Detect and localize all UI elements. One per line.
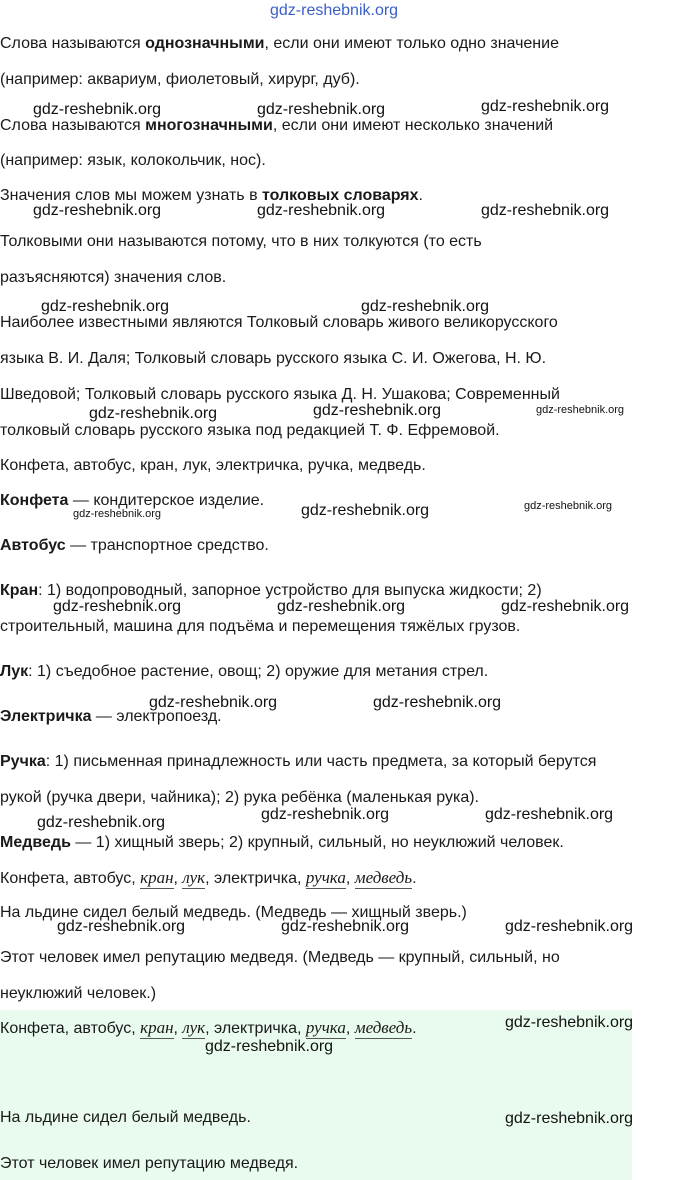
handwritten-ruchka: ручка <box>305 868 346 887</box>
polysemous-examples: (например: язык, колокольчик, нос). <box>0 152 266 169</box>
watermark: gdz-reshebnik.org <box>73 508 162 520</box>
sentence-medved-1: На льдине сидел белый медведь. (Медведь — хищный зверь.) <box>0 904 467 921</box>
watermark: gdz-reshebnik.org <box>301 502 430 519</box>
watermark: gdz-reshebnik.org <box>89 405 218 422</box>
watermark: gdz-reshebnik.org <box>361 298 490 315</box>
watermark: gdz-reshebnik.org <box>277 598 406 615</box>
watermark: gdz-reshebnik.org <box>257 101 386 118</box>
watermark: gdz-reshebnik.org <box>53 598 182 615</box>
handwritten-medved: медведь <box>354 1018 413 1037</box>
watermark: gdz-reshebnik.org <box>37 814 166 831</box>
watermark: gdz-reshebnik.org <box>33 101 162 118</box>
watermark: gdz-reshebnik.org <box>257 202 386 219</box>
answer-sentence-1: На льдине сидел белый медведь. <box>0 1109 251 1126</box>
watermark: gdz-reshebnik.org <box>505 1014 634 1031</box>
word-list: Конфета, автобус, кран, лук, электричка, ручка, медведь. <box>0 457 426 474</box>
handwritten-kran: кран <box>140 868 174 887</box>
watermark: gdz-reshebnik.org <box>501 598 630 615</box>
watermark: gdz-reshebnik.org <box>33 202 162 219</box>
handwritten-kran: кран <box>140 1018 174 1037</box>
watermark: gdz-reshebnik.org <box>57 918 186 935</box>
watermark: gdz-reshebnik.org <box>481 202 610 219</box>
answer-sentence-2: Этот человек имел репутацию медведя. <box>0 1155 299 1172</box>
def-ruchka-line-1: Ручка: 1) письменная принадлежность или часть предмета, за который берутся <box>0 753 597 770</box>
handwritten-medved: медведь <box>354 868 413 887</box>
dictionaries-line-3: Шведовой; Толковый словарь русского языка Д. Н. Ушакова; Современный <box>0 386 560 403</box>
def-kran-line-1: Кран: 1) водопроводный, запорное устройство для выпуска жидкости; 2) <box>0 582 542 599</box>
watermark: gdz-reshebnik.org <box>261 806 390 823</box>
watermark: gdz-reshebnik.org <box>536 404 625 416</box>
handwritten-luk: лук <box>182 1018 206 1037</box>
watermark: gdz-reshebnik.org <box>313 402 442 419</box>
watermark: gdz-reshebnik.org <box>481 98 610 115</box>
watermark: gdz-reshebnik.org <box>41 298 170 315</box>
def-avtobus: Автобус — транспортное средство. <box>0 537 269 554</box>
watermark: gdz-reshebnik.org <box>505 1110 634 1127</box>
marked-word-list: Конфета, автобус, кран, лук, электричка, ручка, медведь. <box>0 868 417 887</box>
watermark: gdz-reshebnik.org <box>281 918 410 935</box>
def-kran-line-2: строительный, машина для подъёма и перемещения тяжёлых грузов. <box>0 618 521 635</box>
dictionaries-line-4: толковый словарь русского языка под редакцией Т. Ф. Ефремовой. <box>0 422 500 439</box>
handwritten-luk: лук <box>182 868 206 887</box>
watermark: gdz-reshebnik.org <box>149 694 278 711</box>
handwritten-ruchka: ручка <box>305 1018 346 1037</box>
watermark: gdz-reshebnik.org <box>205 1038 334 1055</box>
top-watermark: gdz-reshebnik.org <box>270 2 399 19</box>
def-ruchka-line-2: рукой (ручка двери, чайника); 2) рука ребёнка (маленькая рука). <box>0 789 479 806</box>
dictionaries-intro: Значения слов мы можем узнать в толковых словарях. <box>0 187 423 204</box>
dictionaries-line-2: языка В. И. Даля; Толковый словарь русского языка С. И. Ожегова, Н. Ю. <box>0 350 547 367</box>
def-konfeta: Конфета — кондитерское изделие. <box>0 492 265 509</box>
def-luk: Лук: 1) съедобное растение, овощ; 2) оружие для метания стрел. <box>0 663 489 680</box>
definition-monosemous: Слова называются однозначными, если они имеют только одно значение <box>0 35 559 52</box>
definition-polysemous: Слова называются многозначными, если они имеют несколько значений <box>0 117 554 134</box>
watermark: gdz-reshebnik.org <box>524 500 613 512</box>
watermark: gdz-reshebnik.org <box>373 694 502 711</box>
def-medved: Медведь — 1) хищный зверь; 2) крупный, сильный, но неуклюжий человек. <box>0 834 564 851</box>
sentence-medved-2-line-1: Этот человек имел репутацию медведя. (Медведь — крупный, сильный, но <box>0 949 560 966</box>
def-elektrichka: Электричка — электропоезд. <box>0 708 222 725</box>
monosemous-examples: (например: аквариум, фиолетовый, хирург, дуб). <box>0 71 360 88</box>
sentence-medved-2-line-2: неуклюжий человек.) <box>0 985 157 1002</box>
explanatory-line-1: Толковыми они называются потому, что в них толкуются (то есть <box>0 233 482 250</box>
watermark: gdz-reshebnik.org <box>485 806 614 823</box>
explanatory-line-2: разъясняются) значения слов. <box>0 269 227 286</box>
watermark: gdz-reshebnik.org <box>505 918 634 935</box>
marked-word-list-answer: Конфета, автобус, кран, лук, электричка, ручка, медведь. <box>0 1018 417 1037</box>
dictionaries-line-1: Наиболее известными являются Толковый словарь живого великорусского <box>0 314 558 331</box>
